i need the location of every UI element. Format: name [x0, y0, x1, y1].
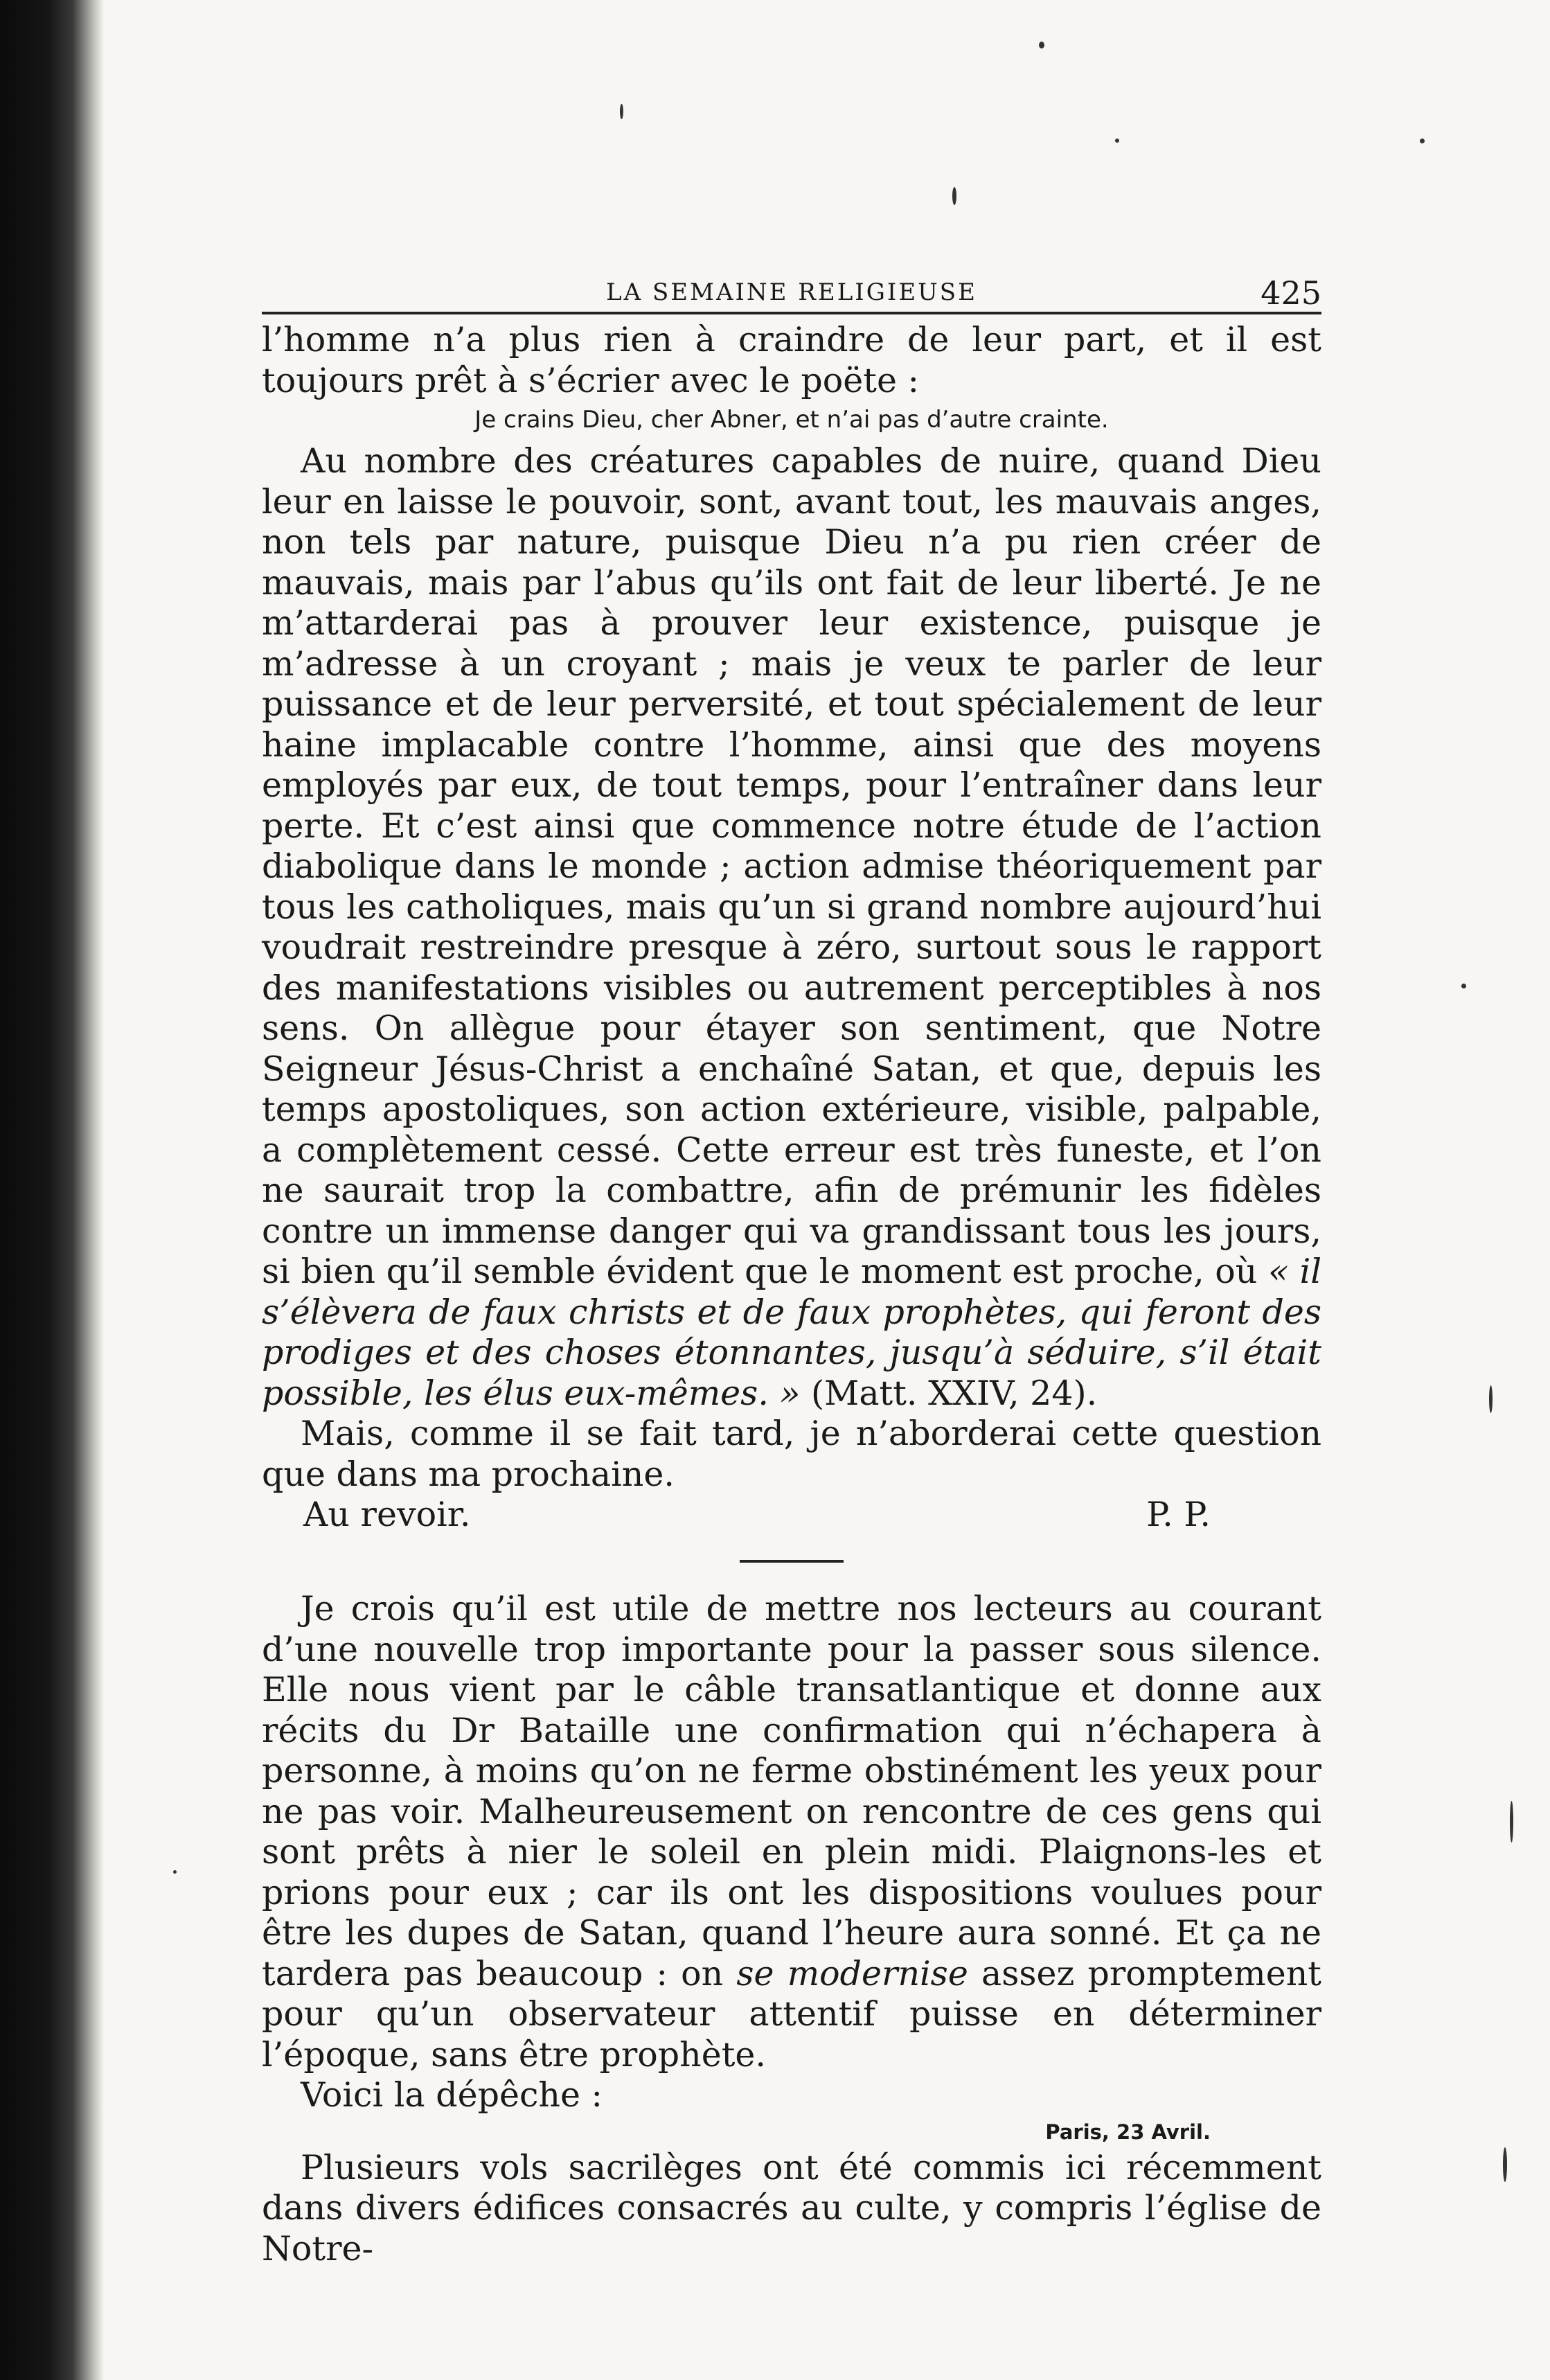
- document-page: [262, 263, 1321, 2269]
- scan-speck: [1039, 42, 1044, 48]
- signoff-line: [262, 1495, 1321, 1535]
- scan-speck: [173, 1870, 177, 1874]
- scan-speck: [1461, 984, 1466, 988]
- running-title: LA SEMAINE RELIGIEUSE: [606, 278, 977, 306]
- paragraph-news-text: Je crois qu’il est utile de mettre nos lecteurs au courant d’une nouvelle trop importante pour la passer sous silence. Elle nous vient par le câble transatlantique et donne aux récits du Dr Bataille une confirmation qui n’échapera à personne, à moins qu’on ne ferme obstinément les yeux pour ne pas voir. Malheureusement on rencontre de ces gens qui sont prêts à nier le soleil en plein midi. Plaignons-les et prions pour eux ; car ils ont les dispositions voulues pour être les dupes de Satan, quand l’heure aura sonné. Et ça ne tardera pas beaucoup : on: [262, 1589, 1321, 1993]
- paragraph-news: [262, 1589, 1321, 2075]
- header-rule: [262, 312, 1321, 314]
- paragraph-demons-text: Au nombre des créatures capables de nuire, quand Dieu leur en laisse le pouvoir, sont, avant tout, les mauvais anges, non tels par nature, puisque Dieu n’a pu rien créer de mauvais, mais par l’abus qu’ils ont fait de leur liberté. Je ne m’attarderai pas à prouver leur existence, puisque je m’adresse à un croyant ; mais je veux te parler de leur puissance et de leur perversité, et tout spécialement de leur haine implacable contre l’homme, ainsi que des moyens employés par eux, de tout temps, pour l’entraîner dans leur perte. Et c’est ainsi que commence notre étude de l’action diabolique dans le monde ; action admise théoriquement par tous les catholiques, mais qu’un si grand nombre aujourd’hui voudrait restreindre presque à zéro, surtout sous le rapport des manifestations visibles ou autrement perceptibles à nos sens. On allègue pour étayer son sentiment, que Notre Seigneur Jésus-Christ a enchaîné Satan, et que, depuis les temps apostoliques, son action extérieure, visible, palpable, a complètement cessé. Cette erreur est très funeste, et l’on ne saurait trop la combattre, afin de prémunir les fidèles contre un immense danger qui va grandissant tous les jours, si bien qu’il semble évident que le moment est proche, où: [262, 441, 1321, 1291]
- scan-speck: [1115, 139, 1119, 143]
- verse-quotation: Je crains Dieu, cher Abner, et n’ai pas d’autre crainte.: [474, 406, 1109, 434]
- paragraph-dispatch: Plusieurs vols sacrilèges ont été commis ici récemment dans divers édifices consacrés au culte, y compris l’église de Notre-: [262, 2147, 1321, 2268]
- scripture-reference: (Matt. XXIV, 24).: [811, 1373, 1098, 1413]
- paragraph-demons: [262, 441, 1321, 1414]
- signoff-initials: P. P.: [1146, 1495, 1211, 1534]
- running-header: [262, 263, 1321, 312]
- paragraph-dispatch-intro: Voici la dépêche :: [301, 2075, 603, 2115]
- page-number: 425: [1261, 274, 1321, 312]
- scan-speck: [952, 187, 956, 205]
- paragraph-news-tail: assez promptement pour qu’un observateur attentif puisse en déterminer l’époque, sans être prophète.: [262, 1953, 1321, 2075]
- paragraph-news-italic: se modernise: [736, 1953, 968, 1993]
- scan-binding-edge: [0, 0, 104, 2380]
- scan-speck: [620, 104, 623, 119]
- scan-speck: [1510, 1801, 1513, 1842]
- signoff-greeting: Au revoir.: [303, 1495, 471, 1534]
- paragraph-continuation: l’homme n’a plus rien à craindre de leur part, et il est toujours prêt à s’écrier avec le poëte :: [262, 320, 1321, 400]
- paragraph-closing: Mais, comme il se fait tard, je n’aborderai cette question que dans ma prochaine.: [262, 1414, 1321, 1494]
- scan-speck: [1420, 139, 1425, 143]
- dispatch-dateline: Paris, 23 Avril.: [1045, 2120, 1211, 2144]
- scan-speck: [1489, 1385, 1493, 1413]
- section-divider: [740, 1560, 844, 1563]
- scan-speck: [1503, 2147, 1507, 2182]
- scripture-quote: « il s’élèvera de faux christs et de faux prophètes, qui feront des prodiges et des choses étonnantes, jusqu’à séduire, s’il était possible, les élus eux-mêmes. »: [262, 1252, 1322, 1413]
